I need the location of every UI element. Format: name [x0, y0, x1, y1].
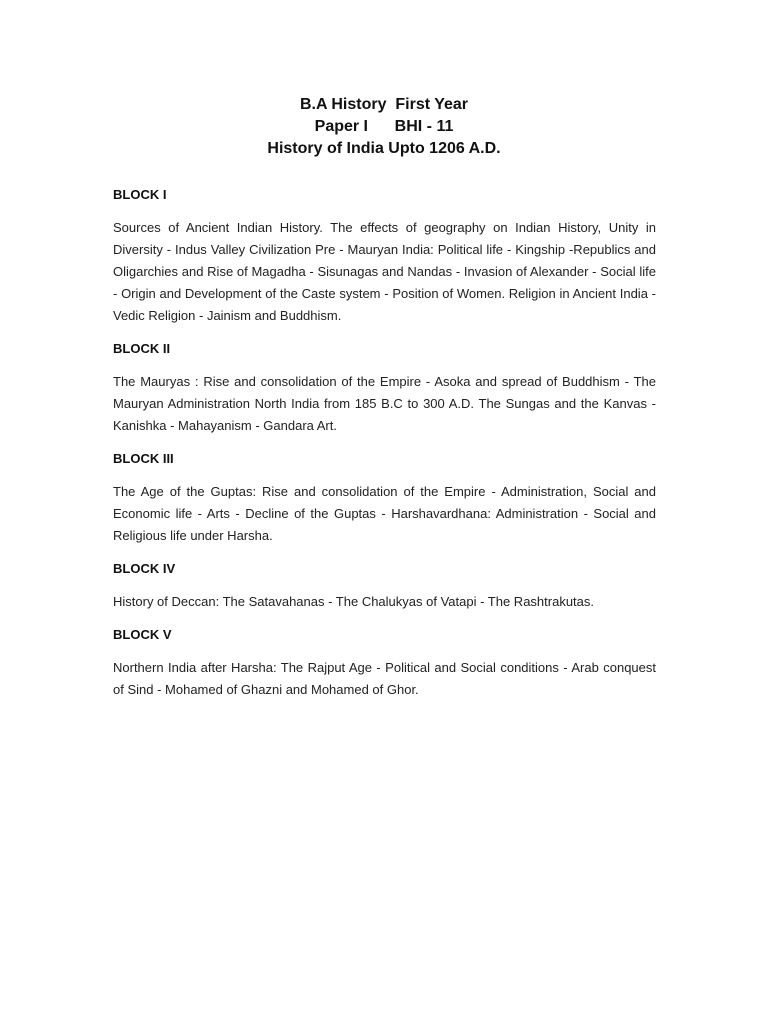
block-heading: BLOCK III: [113, 451, 174, 466]
block-section-3: [113, 450, 656, 547]
block-description: Sources of Ancient Indian History. The effects of geography on Indian History, Unity in Diversity - Indus Valley Civilization Pre - Mauryan India: Political life - Kingship -Republics and Oligarchies and Rise of Magadha - Sisunagas and Nandas - Invasion of Alexander - Social life - Origin and Development of the Caste system - Position of Women. Religion in Ancient India - Vedic Religion - Jainism and Buddhism.: [113, 220, 656, 323]
course-title: B.A History First Year: [299, 96, 469, 113]
paper-code: Paper I BHI - 11: [314, 118, 454, 135]
block-section-2: [113, 340, 656, 437]
block-description: History of Deccan: The Satavahanas - The Chalukyas of Vatapi - The Rashtrakutas.: [113, 594, 595, 609]
syllabus-content: [113, 186, 656, 714]
document-header: [0, 94, 768, 160]
block-description: The Mauryas : Rise and consolidation of the Empire - Asoka and spread of Buddhism - The Mauryan Administration North India from 185 B.C to 300 A.D. The Sungas and the Kanvas - Kanishka - Mahayanism - Gandara Art.: [113, 374, 656, 433]
block-section-5: [113, 626, 656, 701]
block-heading: BLOCK IV: [113, 561, 176, 576]
block-heading: BLOCK V: [113, 627, 172, 642]
block-description: The Age of the Guptas: Rise and consolidation of the Empire - Administration, Social and Economic life - Arts - Decline of the Guptas - Harshavardhana: Administration - Social and Religious life under Harsha.: [113, 484, 656, 543]
paper-title: History of India Upto 1206 A.D.: [267, 140, 501, 157]
block-heading: BLOCK I: [113, 187, 167, 202]
block-section-1: [113, 186, 656, 327]
block-heading: BLOCK II: [113, 341, 171, 356]
block-section-4: [113, 560, 656, 613]
block-description: Northern India after Harsha: The Rajput Age - Political and Social conditions - Arab conquest of Sind - Mohamed of Ghazni and Mohamed of Ghor.: [113, 660, 656, 697]
